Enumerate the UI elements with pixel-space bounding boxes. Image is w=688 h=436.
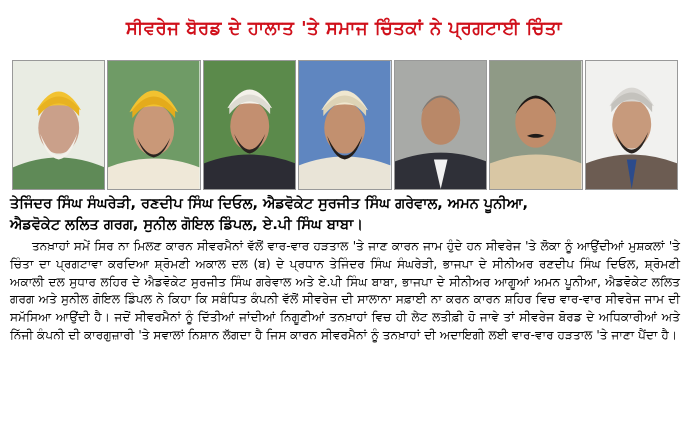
article-paragraph: ਤਨਖ਼ਾਹਾਂ ਸਮੇਂ ਸਿਰ ਨਾ ਮਿਲਣ ਕਾਰਨ ਸੀਵਰਮੈਨਾਂ ਵੱਲੋਂ ਵਾਰ-ਵਾਰ ਹੜਤਾਲ 'ਤੇ ਜਾਣ ਕਾਰਨ ਜਾਮ ਹੁੰਦੇ ਹਨ ਸੀਵਰੇਜ 'ਤੇ ਲੋਕਾ ਨੂੰ ਆਉਂਦੀਆਂ ਮੁਸ਼ਕਲਾਂ 'ਤੇ ਚਿੰਤਾ ਦਾ ਪ੍ਰਗਟਾਵਾ ਕਰਦਿਆ ਸ਼੍ਰੋਮਣੀ ਅਕਾਲ ਦਲ (ਬ) ਦੇ ਪ੍ਰਧਾਨ ਤੇਜਿੰਦਰ ਸਿੰਘ ਸੰਘਰੇੜੀ, ਭਾਜਪਾ ਦੇ ਸੀਨੀਅਰ ਰਣਦੀਪ ਸਿੰਘ ਦਿਓਲ, ਸ਼੍ਰੋਮਣੀ ਅਕਾਲੀ ਦਲ ਸੁਧਾਰ ਲਹਿਰ ਦੇ ਐਡਵੋਕੇਟ ਸੁਰਜੀਤ ਸਿੰਘ ਗਰੇਵਾਲ ਅਤੇ ਏ.ਪੀ ਸਿੰਘ ਬਾਬਾ, ਭਾਜਪਾ ਦੇ ਸੀਨੀਅਰ ਆਗੂਆਂ ਅਮਨ ਪੂਨੀਆ, ਐਡਵੋਕੇਟ ਲਲਿਤ ਗਰਗ ਅਤੇ ਸੁਨੀਲ ਗੋਇਲ ਡਿੰਪਲ ਨੇ ਕਿਹਾ ਕਿ ਸਬੰਧਿਤ ਕੰਪਨੀ ਵੱਲੋਂ ਸੀਵਰੇਜ ਦੀ ਸਾਲਾਨਾ ਸਫ਼ਾਈ ਨਾ ਕਰਨ ਕਾਰਨ ਸ਼ਹਿਰ ਵਿਚ ਵਾਰ-ਵਾਰ ਸੀਵਰੇਜ ਜਾਮ ਦੀ ਸਮੱਸਿਆ ਆਉਂਦੀ ਹੈ। ਜਦੋਂ ਸੀਵਰਮੈਨਾਂ ਨੂੰ ਦਿੱਤੀਆਂ ਜਾਂਦੀਆਂ ਨਿਗੂਣੀਆਂ ਤਨਖ਼ਾਹਾਂ ਵਿਚ ਹੀ ਲੇਟ ਲਤੀਫ਼ੀ ਹੋ ਜਾਵੇ ਤਾਂ ਸੀਵਰੇਜ ਬੋਰਡ ਦੇ ਅਧਿਕਾਰੀਆਂ ਅਤੇ ਨਿੱਜੀ ਕੰਪਨੀ ਦੀ ਕਾਰਗੁਜ਼ਾਰੀ 'ਤੇ ਸਵਾਲਾਂ ਨਿਸ਼ਾਨ ਲੱਗਦਾ ਹੈ ਜਿਸ ਕਾਰਨ ਸੀਵਰਮੈਨਾਂ ਨੂੰ ਤਨਖ਼ਾਹਾਂ ਦੀ ਅਦਾਇਗੀ ਲਈ ਵਾਰ-ਵਾਰ ਹੜਤਾਲ 'ਤੇ ਜਾਣਾ ਪੈਂਦਾ ਹੈ। bbox=[10, 239, 680, 342]
caption-line-1: ਤੇਜਿੰਦਰ ਸਿੰਘ ਸੰਘਰੇੜੀ, ਰਣਦੀਪ ਸਿੰਘ ਦਿਓਲ, ਐਡਵੋਕੇਟ ਸੁਰਜੀਤ ਸਿੰਘ ਗਰੇਵਾਲ, ਅਮਨ ਪੂਨੀਆ, bbox=[10, 196, 528, 212]
photo-tejinder-singh bbox=[12, 60, 105, 190]
photo-ap-singh bbox=[585, 60, 678, 190]
photo-lalit-garg bbox=[394, 60, 487, 190]
photo-surjit-singh bbox=[203, 60, 296, 190]
photo-caption bbox=[10, 194, 680, 236]
photo-strip bbox=[12, 60, 678, 190]
photo-randeep-singh bbox=[107, 60, 200, 190]
photo-sunil-goyal bbox=[489, 60, 582, 190]
article-body bbox=[10, 238, 680, 345]
photo-aman-punia bbox=[298, 60, 391, 190]
headline: ਸੀਵਰੇਜ ਬੋਰਡ ਦੇ ਹਾਲਾਤ 'ਤੇ ਸਮਾਜ ਚਿੰਤਕਾਂ ਨੇ ਪ੍ਰਗਟਾਈ ਚਿੰਤਾ bbox=[0, 0, 688, 56]
caption-line-2: ਐਡਵੋਕੇਟ ਲਲਿਤ ਗਰਗ, ਸੁਨੀਲ ਗੋਇਲ ਡਿੰਪਲ, ਏ.ਪੀ ਸਿੰਘ ਬਾਬਾ। bbox=[10, 217, 364, 233]
